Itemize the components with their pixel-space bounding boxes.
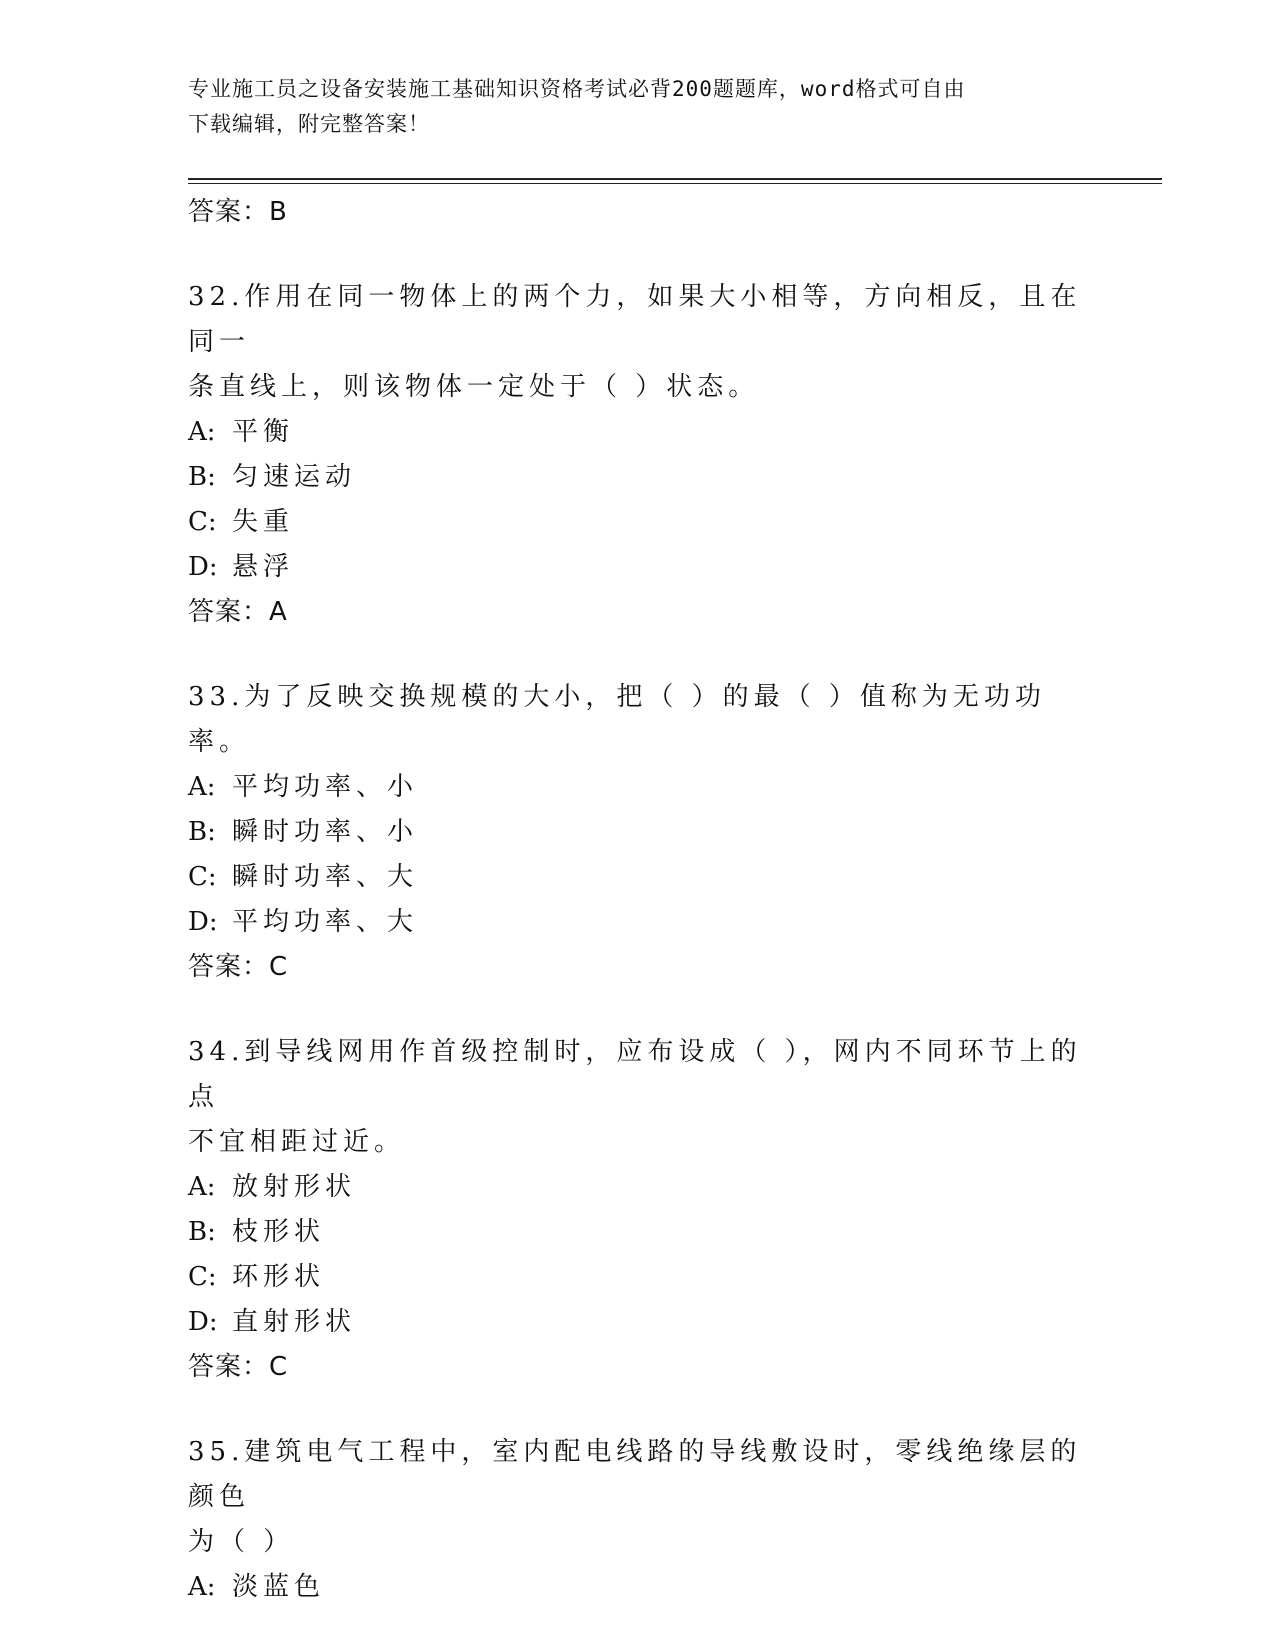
answer-line: 答案：C <box>188 1352 289 1382</box>
question-line: 32.作用在同一物体上的两个力，如果大小相等，方向相反，且在同一 <box>188 282 1082 357</box>
option-key: A: <box>188 1572 216 1602</box>
question-line: 34.到导线网用作首级控制时，应布设成（ ），网内不同环节上的点 <box>188 1037 1082 1112</box>
question-text <box>188 1030 1088 1165</box>
question-block <box>188 675 1088 990</box>
option-key: D: <box>188 907 218 937</box>
option-b <box>188 1210 1088 1255</box>
option-text: 淡蓝色 <box>232 1572 326 1602</box>
option-key: A: <box>188 1172 216 1202</box>
question-text <box>188 275 1088 410</box>
option-text: 放射形状 <box>232 1172 357 1202</box>
option-a <box>188 1165 1088 1210</box>
option-a <box>188 1565 1088 1610</box>
answer-line: 答案：A <box>188 597 288 627</box>
option-c <box>188 500 1088 545</box>
option-key: C: <box>188 862 217 892</box>
option-key: C: <box>188 1262 217 1292</box>
header-divider <box>188 178 1162 180</box>
question-line: 为（ ） <box>188 1527 295 1557</box>
page-header <box>188 72 1068 142</box>
question-block <box>188 275 1088 635</box>
option-key: C: <box>188 507 217 537</box>
option-b <box>188 810 1088 855</box>
option-d <box>188 545 1088 590</box>
option-text: 直射形状 <box>232 1307 357 1337</box>
option-text: 匀速运动 <box>232 462 357 492</box>
option-b <box>188 455 1088 500</box>
option-text: 悬浮 <box>232 552 295 582</box>
option-key: B: <box>188 817 216 847</box>
option-c <box>188 1255 1088 1300</box>
option-text: 平衡 <box>232 417 295 447</box>
answer-line: 答案：C <box>188 952 289 982</box>
option-c <box>188 855 1088 900</box>
header-line: 下载编辑，附完整答案！ <box>188 112 430 136</box>
question-line: 条直线上，则该物体一定处于（ ）状态。 <box>188 372 760 402</box>
question-text <box>188 675 1088 765</box>
option-key: A: <box>188 417 216 447</box>
header-line: 专业施工员之设备安装施工基础知识资格考试必背200题题库，word格式可自由 <box>188 77 966 101</box>
question-block <box>188 1430 1088 1610</box>
option-text: 瞬时功率、小 <box>232 817 419 847</box>
option-text: 瞬时功率、大 <box>232 862 419 892</box>
previous-answer: 答案：B <box>188 197 288 227</box>
option-a <box>188 765 1088 810</box>
option-text: 失重 <box>232 507 295 537</box>
option-key: A: <box>188 772 216 802</box>
question-line: 33.为了反映交换规模的大小，把（ ）的最（ ）值称为无功功率。 <box>188 682 1046 757</box>
header-divider-thin <box>188 183 1162 184</box>
option-key: D: <box>188 552 218 582</box>
question-line: 35.建筑电气工程中，室内配电线路的导线敷设时，零线绝缘层的颜色 <box>188 1437 1082 1512</box>
option-d <box>188 1300 1088 1345</box>
question-block <box>188 1030 1088 1390</box>
option-key: B: <box>188 462 216 492</box>
option-text: 平均功率、小 <box>232 772 419 802</box>
option-text: 枝形状 <box>232 1217 326 1247</box>
question-list <box>188 190 1088 1610</box>
option-key: D: <box>188 1307 218 1337</box>
question-text <box>188 1430 1088 1565</box>
option-key: B: <box>188 1217 216 1247</box>
option-d <box>188 900 1088 945</box>
question-line: 不宜相距过近。 <box>188 1127 406 1157</box>
option-a <box>188 410 1088 455</box>
option-text: 平均功率、大 <box>232 907 419 937</box>
option-text: 环形状 <box>232 1262 326 1292</box>
